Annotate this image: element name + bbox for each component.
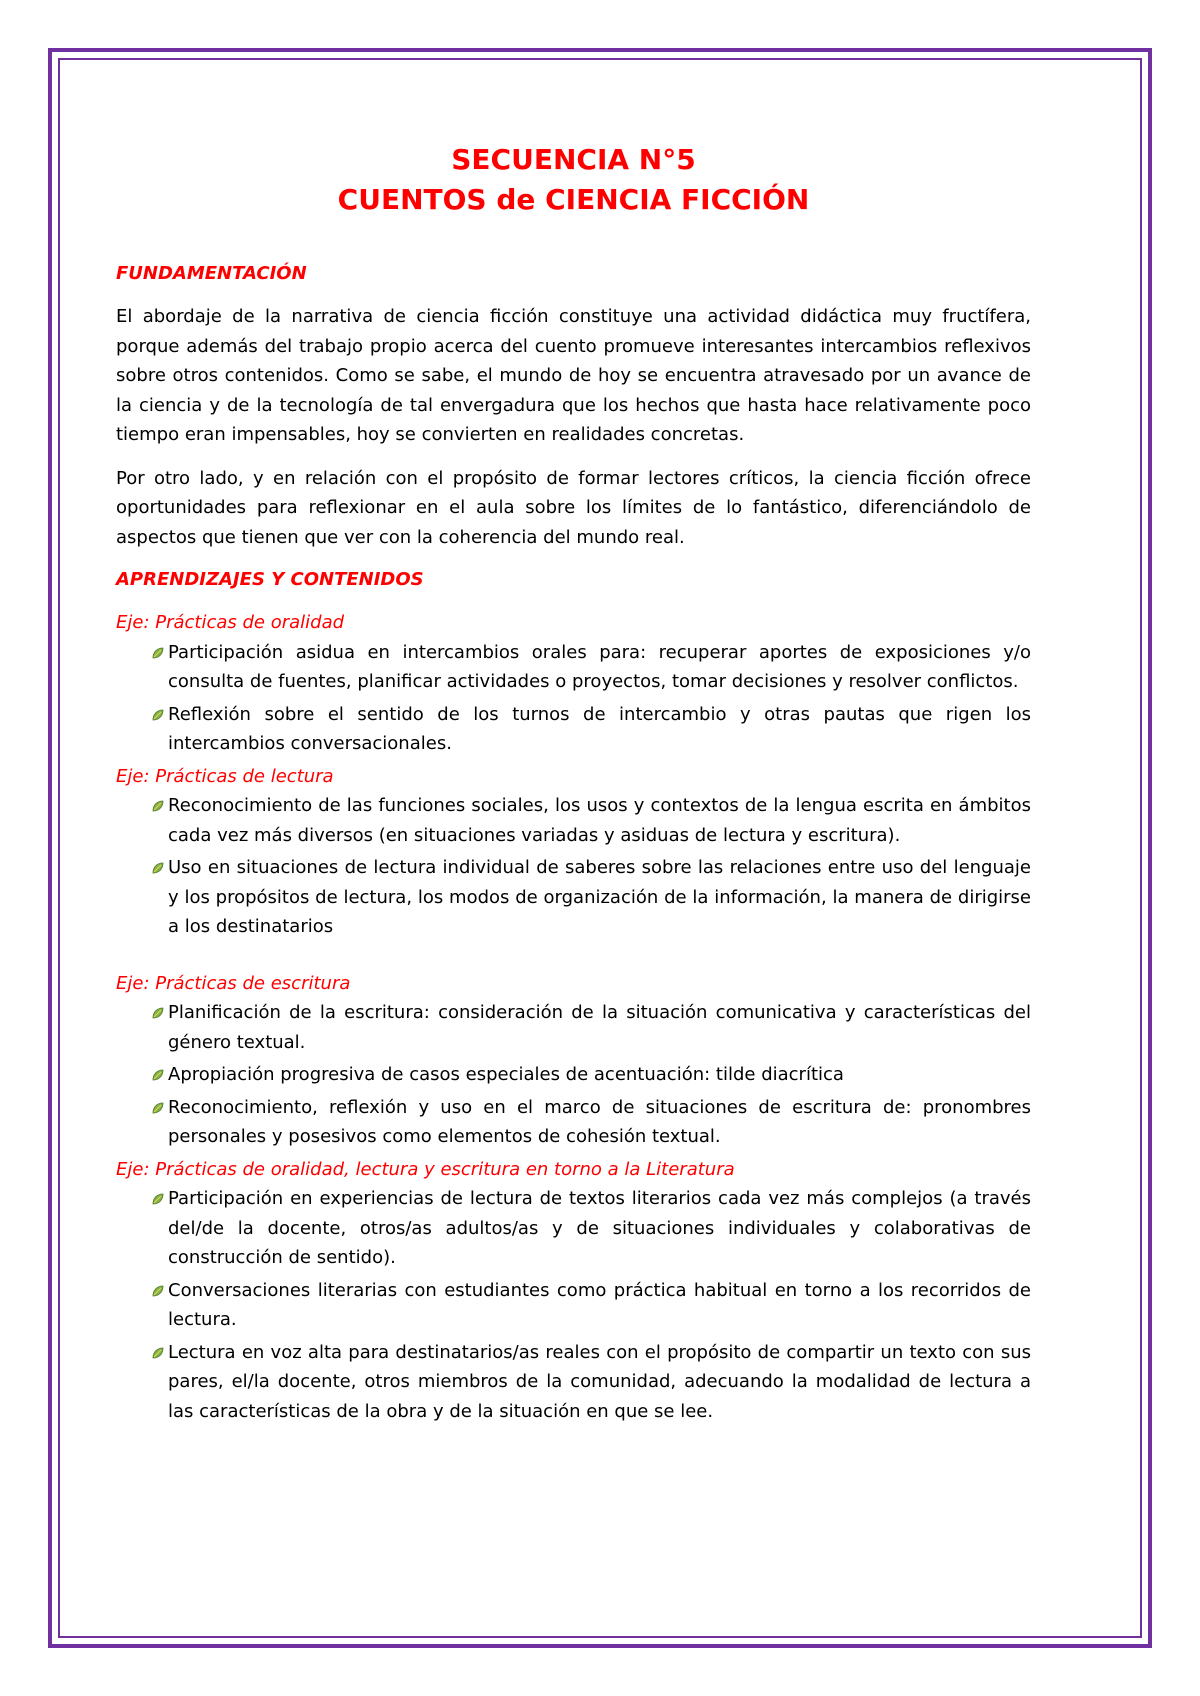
paragraph: El abordaje de la narrativa de ciencia ficción constituye una actividad didáctica muy fructífera, porque además del trabajo propio acerca del cuento promueve interesantes intercambios reflexivos sobre otros contenidos. Como se sabe, el mundo de hoy se encuentra atravesado por un avance de la ciencia y de la tecnología de tal envergadura que los hechos que hasta hace relativamente poco tiempo eran impensables, hoy se convierten en realidades concretas. [116,306,1031,445]
document-content [116,140,1031,1429]
title-line-1: SECUENCIA N°5 [451,143,696,176]
section-heading-fundamentacion: FUNDAMENTACIÓN [116,263,307,284]
paragraph: Por otro lado, y en relación con el propósito de formar lectores críticos, la ciencia ficción ofrece oportunidades para reflexionar en el aula sobre los límites de lo fantástico, diferenciándolo de aspectos que tienen que ver con la coherencia del mundo real. [116,467,1031,548]
document-title [116,140,1031,220]
list-item: Participación en experiencias de lectura de textos literarios cada vez más complejos (a través del/de la docente, otros/as adultos/as y de situaciones individuales y colaborativas de construcción de sentido). [152,1184,1031,1273]
axis-item-list [116,998,1031,1152]
leaf-bullet-icon [152,639,164,651]
list-item: Reconocimiento de las funciones sociales, los usos y contextos de la lengua escrita en ámbitos cada vez más diversos (en situaciones variadas y asiduas de lectura y escritura). [152,791,1031,850]
leaf-bullet-icon [152,701,164,713]
axis-label: Eje: Prácticas de lectura [116,765,334,787]
leaf-bullet-icon [152,854,164,866]
list-item: Lectura en voz alta para destinatarios/as reales con el propósito de compartir un texto con sus pares, el/la docente, otros miembros de la comunidad, adecuando la modalidad de lectura a las características de la obra y de la situación en que se lee. [152,1338,1031,1427]
list-item: Reconocimiento, reflexión y uso en el marco de situaciones de escritura de: pronombres personales y posesivos como elementos de cohesión textual. [152,1093,1031,1152]
leaf-bullet-icon [152,1061,164,1073]
title-line-2: CUENTOS de CIENCIA FICCIÓN [337,183,810,216]
axis-item-list [116,791,1031,942]
list-item: Conversaciones literarias con estudiantes como práctica habitual en torno a los recorridos de lectura. [152,1276,1031,1335]
axis-label: Eje: Prácticas de oralidad [116,612,345,633]
axis-item-list [116,1184,1031,1426]
leaf-bullet-icon [152,1277,164,1289]
list-item: Planificación de la escritura: consideración de la situación comunicativa y características del género textual. [152,998,1031,1057]
leaf-bullet-icon [152,792,164,804]
axis-label: Eje: Prácticas de oralidad, lectura y escritura en torno a la Literatura [116,1158,735,1180]
leaf-bullet-icon [152,999,164,1011]
leaf-bullet-icon [152,1339,164,1351]
leaf-bullet-icon [152,1094,164,1106]
axis-label: Eje: Prácticas de escritura [116,972,351,994]
section-heading-aprendizajes: APRENDIZAJES Y CONTENIDOS [116,569,424,590]
leaf-bullet-icon [152,1185,164,1197]
axis-item-list [116,638,1031,759]
list-item: Participación asidua en intercambios orales para: recuperar aportes de exposiciones y/o consulta de fuentes, planificar actividades o proyectos, tomar decisiones y resolver conflictos. [152,638,1031,697]
spacer [116,945,1031,969]
list-item: Uso en situaciones de lectura individual de saberes sobre las relaciones entre uso del lenguaje y los propósitos de lectura, los modos de organización de la información, la manera de dirigirse a los destinatarios [152,853,1031,942]
list-item: Reflexión sobre el sentido de los turnos de intercambio y otras pautas que rigen los intercambios conversacionales. [152,700,1031,759]
list-item: Apropiación progresiva de casos especiales de acentuación: tilde diacrítica [152,1060,1031,1090]
